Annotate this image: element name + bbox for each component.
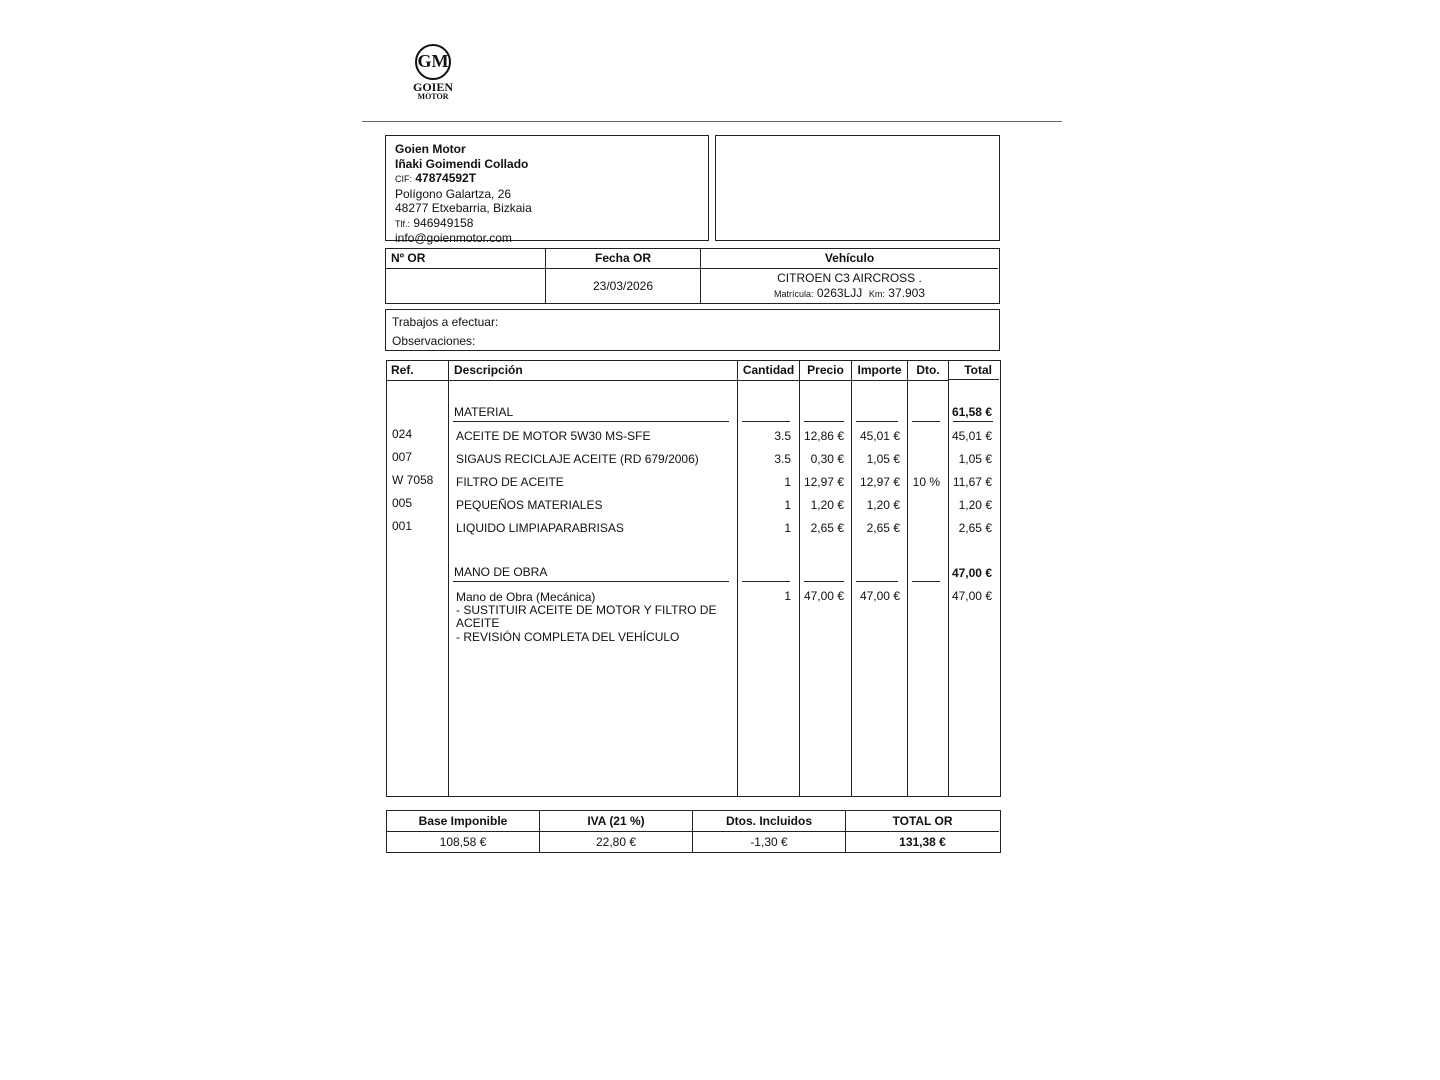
row-qty: 3.5 <box>774 452 791 466</box>
row-qty: 1 <box>784 498 791 512</box>
row-desc: LIQUIDO LIMPIAPARABRISAS <box>456 521 624 535</box>
row-qty: 1 <box>784 475 791 489</box>
row-ref: 001 <box>392 519 413 533</box>
labor-amount: 47,00 € <box>859 589 900 603</box>
col-ref-header: Ref. <box>387 361 452 381</box>
labor-price: 47,00 € <box>803 589 844 603</box>
work-notes-box <box>385 309 1000 351</box>
base-cell <box>387 811 540 852</box>
row-discount: 10 % <box>912 475 940 489</box>
vehicle-model: CITROEN C3 AIRCROSS . <box>777 271 922 285</box>
col-total-header: Total <box>949 361 999 380</box>
row-desc: FILTRO DE ACEITE <box>456 475 564 489</box>
cif-value: 47874592T <box>415 171 477 185</box>
col-desc-header: Descripción <box>449 361 742 381</box>
dtos-cell <box>693 811 846 852</box>
material-section-title: MATERIAL <box>454 405 514 419</box>
row-total: 11,67 € <box>952 475 992 489</box>
total-value: 131,38 € <box>899 835 946 849</box>
row-amount: 1,05 € <box>866 452 900 466</box>
order-number-cell <box>386 249 546 303</box>
order-header <box>385 248 1000 304</box>
trabajos-label: Trabajos a efectuar: <box>392 315 499 329</box>
material-underline-total <box>953 421 993 422</box>
iva-cell <box>540 811 693 852</box>
row-total: 2,65 € <box>958 521 992 535</box>
order-number-label: Nº OR <box>386 249 545 269</box>
col-price-header: Precio <box>800 361 851 381</box>
labor-desc-line3: ACEITE <box>456 616 500 630</box>
col-amount-header: Importe <box>852 361 907 381</box>
plate-value: 0263LJJ <box>816 286 863 300</box>
totals-table <box>386 810 1001 853</box>
material-underline-qty <box>742 421 790 422</box>
company-address2: 48277 Etxebarria, Bizkaia <box>395 201 532 215</box>
total-label: TOTAL OR <box>846 811 999 832</box>
company-email: info@goienmotor.com <box>395 231 512 245</box>
row-price: 1,20 € <box>810 498 844 512</box>
base-label: Base Imponible <box>387 811 539 832</box>
row-desc: PEQUEÑOS MATERIALES <box>456 498 603 512</box>
labor-total: 47,00 € <box>951 589 992 603</box>
observaciones-label: Observaciones: <box>392 334 476 348</box>
row-total: 1,05 € <box>958 452 992 466</box>
dtos-value: -1,30 € <box>750 835 788 849</box>
base-value: 108,58 € <box>439 835 487 849</box>
row-qty: 1 <box>784 521 791 535</box>
row-total: 1,20 € <box>958 498 992 512</box>
material-underline <box>453 421 729 422</box>
order-date-label: Fecha OR <box>546 249 700 269</box>
col-qty-header: Cantidad <box>738 361 799 381</box>
company-phone <box>395 216 708 232</box>
col-price <box>800 361 852 796</box>
vehicle-label: Vehículo <box>701 249 998 269</box>
total-cell <box>846 811 999 852</box>
row-price: 12,97 € <box>803 475 844 489</box>
client-info-box <box>715 135 1000 241</box>
km-value: 37.903 <box>888 286 925 300</box>
labor-underline-qty <box>742 581 790 582</box>
company-cif <box>395 171 708 187</box>
material-underline-amount <box>856 421 898 422</box>
row-amount: 12,97 € <box>859 475 900 489</box>
order-date-cell <box>546 249 701 303</box>
labor-underline-disc <box>912 581 940 582</box>
material-underline-disc <box>912 421 940 422</box>
vehicle-cell <box>701 249 998 303</box>
header-divider <box>362 121 1062 122</box>
logo-mark: GM <box>415 44 451 80</box>
labor-desc-line4: - REVISIÓN COMPLETA DEL VEHÍCULO <box>456 630 680 644</box>
labor-underline-price <box>804 581 844 582</box>
col-disc-header: Dto. <box>908 361 948 381</box>
iva-value: 22,80 € <box>595 835 637 849</box>
company-owner: Iñaki Goimendi Collado <box>395 156 529 171</box>
col-qty <box>738 361 800 796</box>
row-total: 45,01 € <box>951 429 992 443</box>
company-logo <box>405 44 461 101</box>
material-section-total: 61,58 € <box>951 405 992 419</box>
row-price: 12,86 € <box>803 429 844 443</box>
line-items-table <box>386 360 1001 797</box>
plate-label: Matrícula: <box>774 289 814 299</box>
row-amount: 2,65 € <box>866 521 900 535</box>
labor-underline-amount <box>856 581 898 582</box>
labor-qty: 1 <box>784 589 791 603</box>
cif-label: CIF: <box>395 174 412 184</box>
dtos-label: Dtos. Incluidos <box>693 811 845 832</box>
order-date: 23/03/2026 <box>592 279 654 293</box>
logo-name: GOIEN <box>412 80 453 94</box>
labor-underline <box>453 581 729 582</box>
row-amount: 1,20 € <box>866 498 900 512</box>
col-amount <box>852 361 908 796</box>
labor-section-total: 47,00 € <box>951 566 992 580</box>
col-disc <box>908 361 949 796</box>
row-ref: 007 <box>392 450 413 464</box>
iva-label: IVA (21 %) <box>540 811 692 832</box>
row-price: 2,65 € <box>810 521 844 535</box>
km-label: Km: <box>868 289 885 299</box>
row-price: 0,30 € <box>810 452 844 466</box>
row-ref: W 7058 <box>392 473 434 487</box>
phone-label: Tlf.: <box>395 218 410 229</box>
labor-section-title: MANO DE OBRA <box>454 565 548 579</box>
row-qty: 3.5 <box>774 429 791 443</box>
company-address1: Polígono Galartza, 26 <box>395 186 512 201</box>
row-ref: 024 <box>392 427 413 441</box>
row-ref: 005 <box>392 496 413 510</box>
row-amount: 45,01 € <box>859 429 900 443</box>
vehicle-details <box>701 286 998 302</box>
row-desc: ACEITE DE MOTOR 5W30 MS-SFE <box>456 429 651 443</box>
company-info-box <box>385 135 709 245</box>
logo-sub: MOTOR <box>417 92 449 101</box>
row-desc: SIGAUS RECICLAJE ACEITE (RD 679/2006) <box>456 452 699 466</box>
material-underline-price <box>804 421 844 422</box>
labor-desc-line1: Mano de Obra (Mecánica) <box>456 590 596 604</box>
phone-value: 946949158 <box>413 215 474 230</box>
labor-desc-line2: - SUSTITUIR ACEITE DE MOTOR Y FILTRO DE <box>456 603 717 617</box>
company-name: Goien Motor <box>395 142 466 156</box>
